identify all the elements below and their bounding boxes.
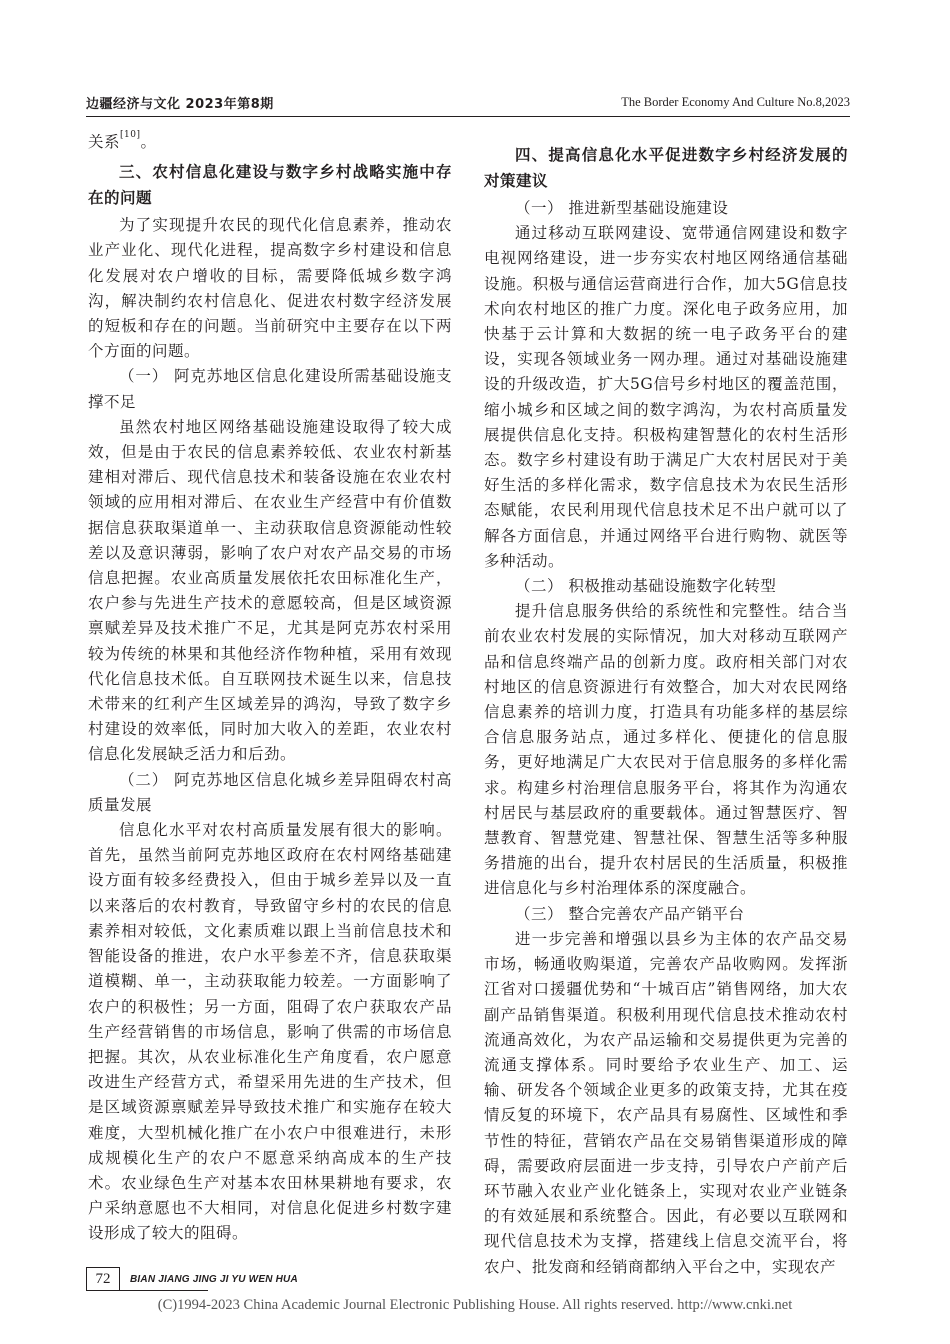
journal-pinyin: BIAN JIANG JING JI YU WEN HUA xyxy=(130,1273,298,1285)
paragraph: 为了实现提升农民的现代化信息素养，推动农业产业化、现代化进程，提高数字乡村建设和信息化发展对农户增收的目标，需要降低城乡数字鸿沟，解决制约农村信息化、促进农村数字经济发展的短板和存在的问题。当前研究中主要存在以下两个方面的问题。 xyxy=(88,216,452,361)
left-column xyxy=(88,130,452,1247)
section-heading-3: 三、农村信息化建设与数字乡村战略实施中存在的问题 xyxy=(88,163,452,208)
copyright-line: (C)1994-2023 China Academic Journal Electronic Publishing House. All rights reserved. http://www.cnki.net xyxy=(157,1297,793,1313)
continued-text: 关系[10]。 xyxy=(88,130,157,151)
footer-divider xyxy=(118,1290,208,1291)
subsection-heading: （三） 整合完善农产品产销平台 xyxy=(515,904,745,923)
journal-title-cn: 边疆经济与文化 2023年第8期 xyxy=(86,96,274,112)
paragraph: 提升信息服务供给的系统性和完整性。结合当前农业农村发展的实际情况，加大对移动互联网产品和信息终端产品的创新力度。政府相关部门对农村地区的信息资源进行有效整合，加大对农民网络信息素养的培训力度，打造具有功能多样的基层综合信息服务站点，通过多样化、便捷化的信息服务，更好地满足广大农民对于信息服务的多样化需求。构建乡村治理信息服务平台，将其作为沟通农村居民与基层政府的重要载体。通过智慧医疗、智慧教育、智慧党建、智慧社保、智慧生活等多种服务措施的出台，提升农村居民的生活质量，积极推进信息化与乡村治理体系的深度融合。 xyxy=(484,602,848,898)
paragraph: 通过移动互联网建设、宽带通信网建设和数字电视网络建设，进一步夯实农村地区网络通信基础设施。积极与通信运营商进行合作，加大5G信息技术向农村地区的推广力度。深化电子政务应用，加快基于云计算和大数据的统一电子政务平台的建设，实现各领域业务一网办理。通过对基础设施建设的升级改造，扩大5G信号乡村地区的覆盖范围，缩小城乡和区域之间的数字鸿沟，为农村高质量发展提供信息化支持。积极构建智慧化的农村生活形态。数字乡村建设有助于满足广大农村居民对于美好生活的多样化需求，数字信息技术为农民生活形态赋能，农民利用现代信息技术足不出户就可以了解各方面信息，并通过网络平台进行购物、就医等多种活动。 xyxy=(484,224,848,570)
paragraph: 信息化水平对农村高质量发展有很大的影响。首先，虽然当前阿克苏地区政府在农村网络基础建设方面有较多经费投入，但由于城乡差异以及一直以来落后的农村教育，导致留守乡村的农民的信息素养相对较低，文化素质难以跟上当前信息技术和智能设备的推进，农户水平参差不齐，信息获取渠道模糊、单一，主动获取能力较差。一方面影响了农户的积极性；另一方面，阻碍了农户获取农产品生产经营销售的市场信息，影响了供需的市场信息把握。其次，从农业标准化生产角度看，农户愿意改进生产经营方式，希望采用先进的生产技术，但是区域资源禀赋差异导致技术推广和实施存在较大难度，大型机械化推广在小农户中很难进行，未形成规模化生产的农户不愿意采纳高成本的生产技术。农业绿色生产对基本农田林果耕地有要求，农户采纳意愿也不大相同，对信息化促进乡村数字建设形成了较大的阻碍。 xyxy=(88,821,452,1243)
page-footer xyxy=(86,1266,298,1292)
running-header xyxy=(86,92,850,112)
paragraph: 虽然农村地区网络基础设施建设取得了较大成效，但是由于农民的信息素养较低、农业农村新基建相对滞后、现代信息技术和装备设施在农业农村领域的应用相对滞后、在农业生产经营中有价值数据信息获取渠道单一、主动获取信息资源能动性较差以及意识薄弱，影响了农户对农产品交易的市场信息把握。农业高质量发展依托农田标准化生产，农户参与先进生产技术的意愿较高，但是区域资源禀赋差异及技术推广不足，尤其是阿克苏农村采用较为传统的林果和其他经济作物种植，采用有效现代化信息技术低。自互联网技术诞生以来，信息技术带来的红利产生区域差异的鸿沟，导致了数字乡村建设的效率低，同时加大收入的差距，农业农村信息化发展缺乏活力和后劲。 xyxy=(88,417,452,764)
header-divider xyxy=(86,116,850,117)
section-heading-4: 四、提高信息化水平促进数字乡村经济发展的对策建议 xyxy=(484,146,848,190)
subsection-heading: （二） 积极推动基础设施数字化转型 xyxy=(515,577,777,596)
subsection-heading: （二） 阿克苏地区信息化城乡差异阻碍农村高质量发展 xyxy=(88,770,452,814)
page-number: 72 xyxy=(86,1267,120,1291)
journal-title-en: The Border Economy And Culture No.8,2023 xyxy=(621,94,850,109)
citation-ref[interactable]: [10] xyxy=(120,130,141,140)
subsection-heading: （一） 推进新型基础设施建设 xyxy=(515,199,729,217)
right-column xyxy=(484,130,848,1280)
subsection-heading: （一） 阿克苏地区信息化建设所需基础设施支撑不足 xyxy=(88,367,452,411)
paragraph: 进一步完善和增强以县乡为主体的农产品交易市场，畅通收购渠道，完善农产品收购网。发挥浙江省对口援疆优势和“十城百店”销售网络，加大农副产品销售渠道。积极利用现代信息技术推动农村流通高效化，为农产品运输和交易提供更为完善的流通支撑体系。同时要给予农业生产、加工、运输、研发各个领域企业更多的政策支持，尤其在疫情反复的环境下，农产品具有易腐性、区域性和季节性的特征，营销农产品在交易销售渠道形成的障碍，需要政府层面进一步支持，引导农户产前产后环节融入农业产业化链条上，实现对农业产业链条的有效延展和系统整合。因此，有必要以互联网和现代信息技术为支撑，搭建线上信息交流平台，将农户、批发商和经销商都纳入平台之中，实现农产 xyxy=(484,929,848,1276)
